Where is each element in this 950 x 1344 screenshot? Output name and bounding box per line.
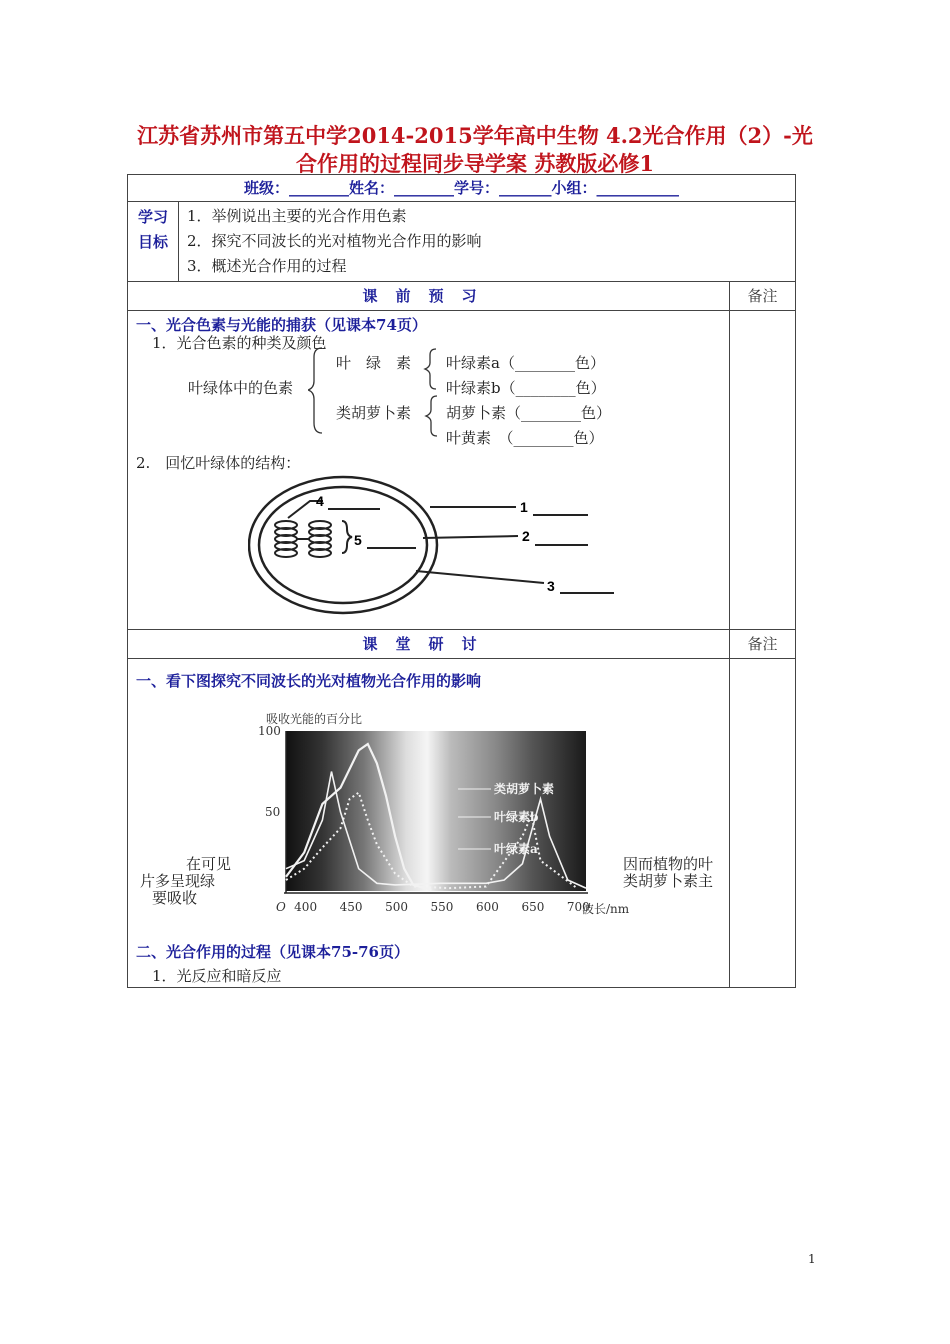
chlorophyll-label: 叶 绿 素 [336, 354, 412, 372]
page-number: 1 [808, 1252, 816, 1266]
title-line-2: 合作用的过程同步导学案 苏教版必修1 [296, 151, 654, 176]
series-label-1: 叶绿素b [494, 810, 539, 824]
y-tick-label: 50 [265, 805, 281, 819]
series-label-0: 类胡萝卜素 [494, 782, 555, 796]
goals-label: 学习 目标 [128, 202, 179, 282]
text-right-2: 类胡萝卜素主 [623, 872, 714, 890]
chloroplast-diagram [248, 473, 618, 623]
classroom-content [128, 659, 730, 988]
structure-label-3: 3 [547, 578, 555, 594]
classroom-section-title: 一、看下图探究不同波长的光对植物光合作用的影响 [136, 672, 482, 690]
student-info-row[interactable]: 班级：________姓名：________学号：_______小组：___________ [128, 175, 796, 202]
preview-header: 课前预习 [128, 282, 730, 311]
preview-content [128, 311, 730, 630]
text-left-2: 片多呈现绿 [140, 872, 216, 890]
bracket-lines-2 [421, 393, 441, 443]
document-title [120, 122, 830, 178]
carotene-blank[interactable]: 胡萝卜素（________色） [446, 404, 612, 422]
text-left-3: 要吸收 [152, 889, 198, 907]
worksheet-table [127, 174, 796, 988]
pigment-heading: 1．光合色素的种类及颜色 [152, 334, 327, 352]
preview-note-cell[interactable] [730, 311, 796, 630]
xanthophyll-blank[interactable]: 叶黄素 （________色） [446, 429, 604, 447]
goal-item: 1．举例说出主要的光合作用色素 [187, 207, 407, 225]
x-tick-label: 450 [339, 900, 363, 914]
title-line-1: 江苏省苏州市第五中学2014-2015学年高中生物 4.2光合作用（2）-光 [137, 123, 813, 148]
text-right-1: 因而植物的叶 [623, 855, 714, 873]
x-tick-label: 700 [566, 900, 590, 914]
structure-label-1: 1 [520, 499, 528, 515]
structure-heading: 2. 回忆叶绿体的结构： [136, 454, 301, 472]
goals-list [179, 202, 796, 282]
y-axis-label: 吸收光能的百分比 [266, 712, 363, 726]
spectrum-background [286, 731, 586, 891]
structure-label-2: 2 [522, 528, 530, 544]
x-tick-label: 550 [430, 900, 454, 914]
goal-item: 3．概述光合作用的过程 [187, 257, 347, 275]
process-item-1: 1．光反应和暗反应 [152, 967, 282, 985]
classroom-note-cell[interactable] [730, 659, 796, 988]
absorption-chart [236, 703, 632, 925]
chlorophyll-a-blank[interactable]: 叶绿素a（________色） [446, 354, 605, 372]
chlorophyll-b-blank[interactable]: 叶绿素b（________色） [446, 379, 606, 397]
origin-label: O [276, 900, 286, 914]
x-tick-label: 500 [385, 900, 408, 914]
preview-section-title: 一、光合色素与光能的捕获（见课本74页） [136, 316, 427, 334]
x-tick-label: 600 [476, 900, 499, 914]
structure-label-4: 4 [316, 493, 324, 509]
y-tick-label: 100 [258, 724, 281, 738]
carotenoid-label: 类胡萝卜素 [336, 404, 412, 422]
x-tick-label: 650 [521, 900, 545, 914]
x-tick-label: 400 [294, 900, 318, 914]
goal-item: 2．探究不同波长的光对植物光合作用的影响 [187, 232, 482, 250]
series-label-2: 叶绿素a [494, 842, 538, 856]
text-left-1: 在可见 [186, 855, 232, 873]
classroom-note-header: 备注 [730, 630, 796, 659]
process-section-title: 二、光合作用的过程（见课本75-76页） [136, 943, 409, 961]
classroom-header: 课堂研讨 [128, 630, 730, 659]
x-axis-label: 波长/nm [582, 902, 630, 916]
structure-label-5: 5 [354, 532, 362, 548]
pigment-root: 叶绿体中的色素 [188, 379, 294, 397]
preview-note-header: 备注 [730, 282, 796, 311]
